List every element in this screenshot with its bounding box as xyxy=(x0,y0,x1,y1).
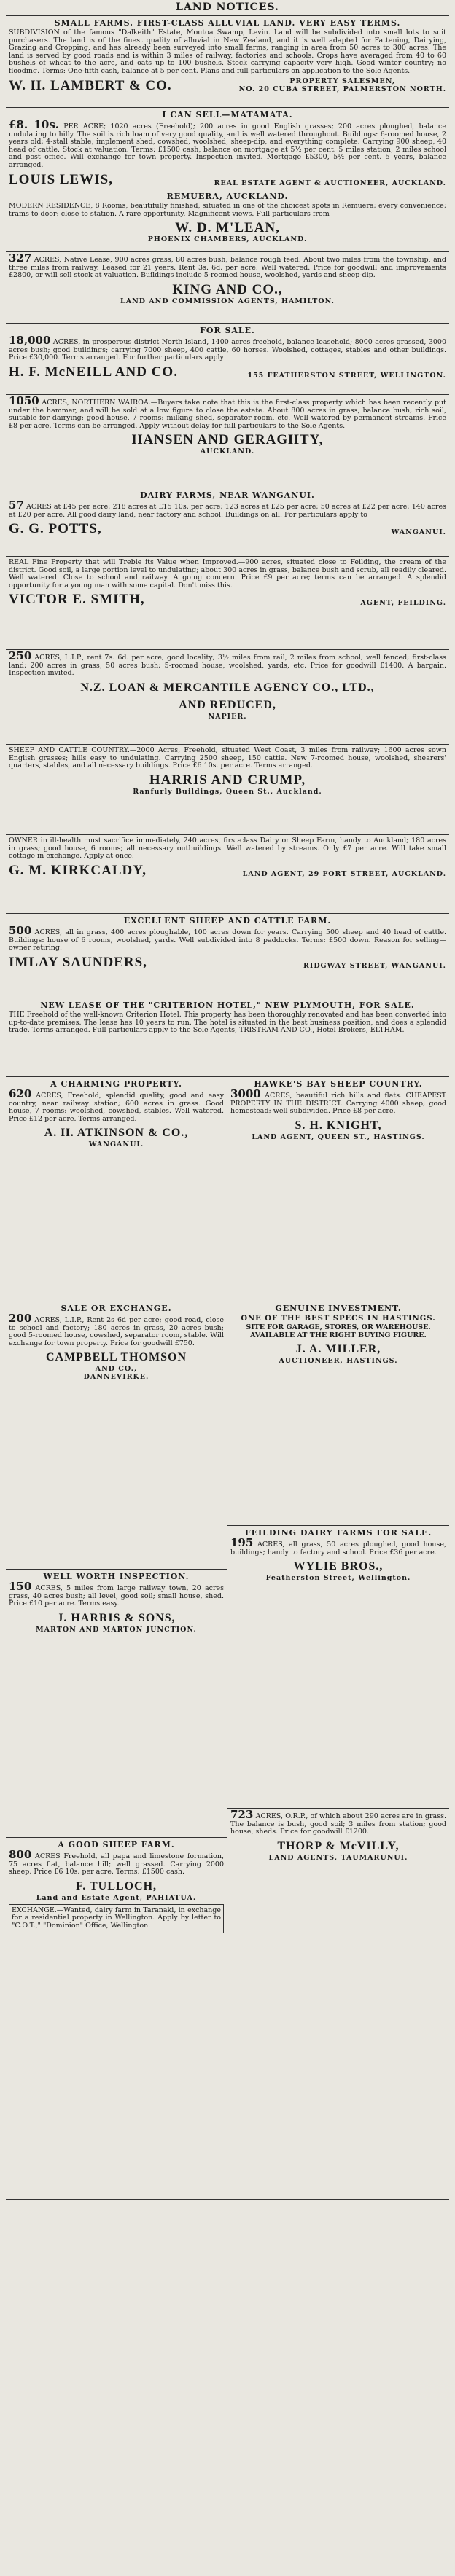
section-header: LAND NOTICES. xyxy=(6,0,449,16)
agent-name: THORP & McVILLY, xyxy=(277,1839,400,1852)
agent-address: Land and Estate Agent, PAHIATUA. xyxy=(36,1893,197,1902)
agent-name: S. H. KNIGHT, xyxy=(295,1119,382,1132)
agent-note: AGENT, FEILDING. xyxy=(360,599,446,608)
two-column-section xyxy=(6,1077,449,2200)
ad-body: ACRES, all in grass, 400 acres ploughable, 100 acres down for years. Carrying 500 sheep and 40 head of cattle. Buildings: house of 6 rooms, woolshed, yards. Well subdivided into 8 paddocks. Terms: £500 down. Reason for selling—owner retiring. xyxy=(9,928,446,952)
ad-wylie xyxy=(228,1526,449,1809)
agent-name: HARRIS AND CRUMP, xyxy=(149,772,306,788)
lead-figure: 500 xyxy=(9,924,32,937)
ad-kirkcaldy xyxy=(6,835,449,914)
exchange-notice: EXCHANGE.—Wanted, dairy farm in Taranaki, in exchange for a residential property in Wellington. Apply by letter to "C.O.T.," "Dominion" Office, Wellington. xyxy=(9,1904,224,1933)
ad-body: REAL Fine Property that will Treble its Value when Improved.—900 acres, situated close to Feilding, the cream of the district. Good soil, a large portion level to undulating; about 300 acres in grass, balance bush and scrub, all readily cleared. Well watered. Close to school and railway. A going concern. Price £9 per acre; terms can be arranged. A splendid opportunity for a young man with some capital. Don't miss this. xyxy=(9,558,446,590)
ad-king xyxy=(6,252,449,324)
ad-potts xyxy=(6,488,449,557)
agent-name: H. F. McNEILL AND CO. xyxy=(9,364,178,380)
ad-body: ACRES, Native Lease, 900 acres grass, 80 acres bush, balance rough feed. About two miles from the township, and three miles from railway. Leased for 21 years. Rent 3s. 6d. per acre. Well watered. Price for goodwill and improvements £2800, or will sell stock at valuation. Buildings include 5-roomed house, woolshed, yards and sheep-dip. xyxy=(9,256,446,280)
ad-title: SALE OR EXCHANGE. xyxy=(61,1304,172,1313)
ad-smith xyxy=(6,557,449,650)
ad-mclean xyxy=(6,189,449,252)
ad-body: MODERN RESIDENCE, 8 Rooms, beautifully finished, situated in one of the choicest spots in Remuera; every convenience; trams to door; close to station. A rare opportunity. Magnificent views. Full particulars from xyxy=(9,202,446,218)
lead-figure: 1050 xyxy=(9,395,39,407)
agent-address: DANNEVIRKE. xyxy=(83,1373,149,1382)
ad-body: ACRES, in prosperous district North Island, 1400 acres freehold, balance leasehold; 8000 acres grassed, 3000 acres bush; good buildings; carrying 7000 sheep, 400 cattle, 60 horses. Woolshed, cottages, stables and other buildings. Price £30,000. Terms arranged. For further particulars apply xyxy=(9,338,446,362)
agent-address: LAND AGENTS, TAUMARUNUI. xyxy=(268,1853,408,1862)
ad-mcneill xyxy=(6,324,449,395)
ad-body: ACRES, all grass, 50 acres ploughed, good house, buildings; handy to factory and school. Price £36 per acre. xyxy=(230,1540,446,1557)
ad-body: ACRES, Freehold, splendid quality, good and easy country, near railway station; 600 acres in grass. Good house, 7 rooms; woolshed, cowshed, stables. Well watered. Price £12 per acre. Terms arranged. xyxy=(9,1092,224,1123)
newspaper-page xyxy=(6,0,449,2576)
ad-saunders xyxy=(6,914,449,998)
agent-name: IMLAY SAUNDERS, xyxy=(9,954,147,970)
agent-name: W. D. M'LEAN, xyxy=(175,220,280,236)
ad-title: I CAN SELL—MATAMATA. xyxy=(162,110,293,120)
ad-body: ACRES, NORTHERN WAIROA.—Buyers take note that this is the first-class property which has been recently put under the hammer, and will be sold at a low figure to close the estate. About 800 acres in grass, balance bush; rich soil, suitable for dairying; good house, 7 rooms; milking shed, separator room, etc. Well watered by permanent streams. Price £8 per acre. Terms can be arranged. Apply without delay for full particulars to the Sole Agents. xyxy=(9,399,446,430)
lead-figure: 18,000 xyxy=(9,334,51,347)
lead-figure: 3000 xyxy=(230,1087,261,1100)
ad-title: GENUINE INVESTMENT. xyxy=(275,1304,402,1313)
ad-nzloan xyxy=(6,650,449,745)
ad-subtitle: ONE OF THE BEST SPECS IN HASTINGS. xyxy=(241,1315,436,1323)
agent-address: 155 FEATHERSTON STREET, WELLINGTON. xyxy=(247,371,446,380)
ad-body: THE Freehold of the well-known Criterion Hotel. This property has been thoroughly renovated and has been converted into up-to-date premises. The lease has 10 years to run. The hotel is situated in the best business position, and does a splendid trade. Terms arranged. Full particulars apply to the Sole Agents, TRISTRAM AND CO., Hotel Brokers, ELTHAM. xyxy=(9,1011,446,1035)
ad-title: SMALL FARMS. FIRST-CLASS ALLUVIAL LAND. VERY EASY TERMS. xyxy=(54,18,401,28)
agent-address: WANGANUI. xyxy=(391,528,446,537)
ad-lewis xyxy=(6,108,449,189)
ad-lambert xyxy=(6,16,449,108)
agent-name: WYLIE BROS., xyxy=(293,1560,384,1573)
ad-title: WELL WORTH INSPECTION. xyxy=(43,1572,190,1581)
lead-figure: 200 xyxy=(9,1312,32,1325)
ad-miller xyxy=(228,1301,449,1526)
ad-body: ACRES, O.R.P., of which about 290 acres are in grass. The balance is bush, good soil; 3 miles from station; good house, sheds. Price for goodwill £1200. xyxy=(230,1812,446,1836)
ad-title: A CHARMING PROPERTY. xyxy=(50,1079,182,1089)
ad-atkinson xyxy=(6,1077,227,1301)
agent-address: NO. 20 CUBA STREET, PALMERSTON NORTH. xyxy=(238,85,446,93)
ad-body: ACRES, L.I.P., rent 7s. 6d. per acre; good locality; 3½ miles from rail, 2 miles from school; well fenced; first-class land; 200 acres in grass, 50 acres bush; 5-roomed house, woolshed, yards, etc. Price for goodwill £1400. A bargain. Inspection invited. xyxy=(9,654,446,678)
agent-name: G. M. KIRKCALDY, xyxy=(9,862,147,878)
agent-note: PROPERTY SALESMEN, xyxy=(289,77,396,85)
right-column xyxy=(228,1077,449,2199)
ad-tulloch xyxy=(6,1838,227,2193)
lead-figure: 620 xyxy=(9,1087,32,1100)
agent-name: CAMPBELL THOMSON xyxy=(45,1351,187,1364)
lead-figure: 150 xyxy=(9,1580,32,1593)
ad-body: ACRES Freehold, all papa and limestone formation, 75 acres flat, balance hill; well grassed. Carrying 2000 sheep. Price £6 10s. per acre. Terms: £1500 cash. xyxy=(9,1852,224,1876)
ad-thorp xyxy=(228,1809,449,2193)
agent-note: REAL ESTATE AGENT & AUCTIONEER, AUCKLAND. xyxy=(214,179,446,187)
agent-address: RIDGWAY STREET, WANGANUI. xyxy=(303,961,446,970)
ad-body: ACRES at £45 per acre; 218 acres at £15 10s. per acre; 123 acres at £25 per acre; 50 acres at £22 per acre; 140 acres at £20 per acre. All good dairy land, near factory and school. Buildings on all. For particulars apply to xyxy=(9,503,446,519)
left-column xyxy=(6,1077,228,2199)
ad-harris-crump xyxy=(6,745,449,835)
agent-name: HANSEN AND GERAGHTY, xyxy=(131,432,324,448)
lead-figure: 327 xyxy=(9,252,32,265)
lead-figure: 800 xyxy=(9,1848,32,1861)
agent-name: J. A. MILLER, xyxy=(295,1343,381,1356)
agent-name: LOUIS LEWIS, xyxy=(9,171,113,187)
lead-figure: £8. 10s. xyxy=(9,118,60,131)
ad-body: PER ACRE; 1020 acres (Freehold); 200 acres in good English grasses; 200 acres ploughed, balance undulating to hilly. The soil is rich loam of very good quality, and is well watered throughout. Buildings: 6-roomed house, 2 years old; 4-stall stable, implement shed, cowshed, woolshed, sheep-dip, and everything complete. Carrying 900 sheep, 40 head of cattle. Stock at valuation. Terms: £1500 cash, balance on mortgage at 5½ per cent. 5 miles station, 2 miles school and post office. Will exchange for town property. Inspection invited. Mortgage £5300, 5½ per cent. 5 years, balance arranged. xyxy=(9,122,446,169)
agent-address: LAND AGENT, QUEEN ST., HASTINGS. xyxy=(252,1132,425,1141)
lead-figure: 57 xyxy=(9,498,24,512)
agent-name: VICTOR E. SMITH, xyxy=(9,592,145,608)
ad-title: FEILDING DAIRY FARMS FOR SALE. xyxy=(244,1528,432,1538)
agent-address: PHOENIX CHAMBERS, AUCKLAND. xyxy=(147,235,308,244)
ad-title: DAIRY FARMS, NEAR WANGANUI. xyxy=(140,490,315,500)
lead-figure: 723 xyxy=(230,1809,254,1821)
ad-body: ACRES, 5 miles from large railway town, 20 acres grass, 40 acres bush; all level, good soil; small house, shed. Price £10 per acre. Terms easy. xyxy=(9,1584,224,1608)
agent-name: N.Z. LOAN & MERCANTILE AGENCY CO., LTD., xyxy=(80,681,375,694)
ad-tristram xyxy=(6,998,449,1077)
agent-address: Ranfurly Buildings, Queen St., Auckland. xyxy=(133,787,322,796)
agent-address: NAPIER. xyxy=(208,712,247,721)
ad-body: SITE FOR GARAGE, STORES, OR WAREHOUSE. AVAILABLE AT THE RIGHT BUYING FIGURE. xyxy=(246,1323,431,1339)
agent-address: MARTON AND MARTON JUNCTION. xyxy=(36,1625,197,1634)
ad-body: ACRES, beautiful rich hills and flats. CHEAPEST PROPERTY IN THE DISTRICT. Carrying 4000 sheep; good homestead; well subdivided. Price £8 per acre. xyxy=(230,1092,446,1116)
agent-address: AUCTIONEER, HASTINGS. xyxy=(279,1357,398,1366)
agent-name: A. H. ATKINSON & CO., xyxy=(44,1127,189,1140)
ad-knight xyxy=(228,1077,449,1301)
ad-title: FOR SALE. xyxy=(200,326,255,335)
agent-address: AUCKLAND. xyxy=(200,447,255,456)
ad-hansen xyxy=(6,395,449,488)
agent-name: J. HARRIS & SONS, xyxy=(57,1611,176,1624)
ad-title: HAWKE'S BAY SHEEP COUNTRY. xyxy=(254,1079,423,1089)
agent-name: KING AND CO., xyxy=(172,281,283,297)
agent-name: W. H. LAMBERT & CO. xyxy=(9,77,172,93)
agent-note: AND CO., xyxy=(95,1365,138,1374)
ad-body: SHEEP AND CATTLE COUNTRY.—2000 Acres, Freehold, situated West Coast, 3 miles from railway; 1600 acres sown English grasses; hills easy to undulating. Carrying 2500 sheep, 150 cattle. New 7-roomed house, woolshed, shearers' quarters, stables, and all necessary buildings. Price £6 10s. per acre. Terms arranged. xyxy=(9,746,446,770)
agent-address: LAND AGENT, 29 FORT STREET, AUCKLAND. xyxy=(242,869,446,878)
lead-figure: 195 xyxy=(230,1536,254,1549)
ad-title: REMUERA, AUCKLAND. xyxy=(166,192,289,201)
ad-title: EXCELLENT SHEEP AND CATTLE FARM. xyxy=(123,916,332,925)
ad-title: A GOOD SHEEP FARM. xyxy=(58,1840,175,1849)
ad-body: OWNER in ill-health must sacrifice immediately, 240 acres, first-class Dairy or Sheep Farm, handy to Auckland; 180 acres in grass; good house, 6 rooms; all necessary outbuildings. Well watered by streams. Only £7 per acre. Will take small cottage in exchange. Apply at once. xyxy=(9,837,446,861)
agent-note: AND REDUCED, xyxy=(179,698,276,711)
ad-title: NEW LEASE OF THE "CRITERION HOTEL," NEW PLYMOUTH, FOR SALE. xyxy=(40,1001,415,1010)
agent-name: F. TULLOCH, xyxy=(75,1879,158,1892)
agent-address: LAND AND COMMISSION AGENTS, HAMILTON. xyxy=(120,297,335,305)
lead-figure: 250 xyxy=(9,650,32,662)
agent-address: Featherston Street, Wellington. xyxy=(265,1574,411,1583)
ad-harris-sons xyxy=(6,1570,227,1838)
ad-body: ACRES, L.I.P., Rent 2s 6d per acre; good road, close to school and factory; 180 acres in grass, 20 acres bush; good 5-roomed house, cowshed, separator room, stable. Will exchange for town property. Price for goodwill £750. xyxy=(9,1316,224,1347)
agent-address: WANGANUI. xyxy=(88,1140,144,1149)
ad-campbell xyxy=(6,1301,227,1570)
ad-body: SUBDIVISION of the famous "Dalkeith" Estate, Moutoa Swamp, Levin. Land will be subdivided into small lots to suit purchasers. The land is of the finest quality of alluvial in New Zealand, and it is well adapted for Fattening, Dairying, Grazing and Cropping, and has already been surveyed into small farms, ranging in area from 50 acres to 300 acres. The land is served by good roads and is within 3 miles of railway, factories and schools. Crops have averaged from 40 to 60 bushels of wheat to the acre, and oats up to 100 bushels. Stock carrying capacity very high. Good winter country; no flooding. Terms: One-fifth cash, balance at 5 per cent. Plans and full particulars on application to the Sole Agents. xyxy=(9,28,446,75)
agent-name: G. G. POTTS, xyxy=(9,521,102,537)
